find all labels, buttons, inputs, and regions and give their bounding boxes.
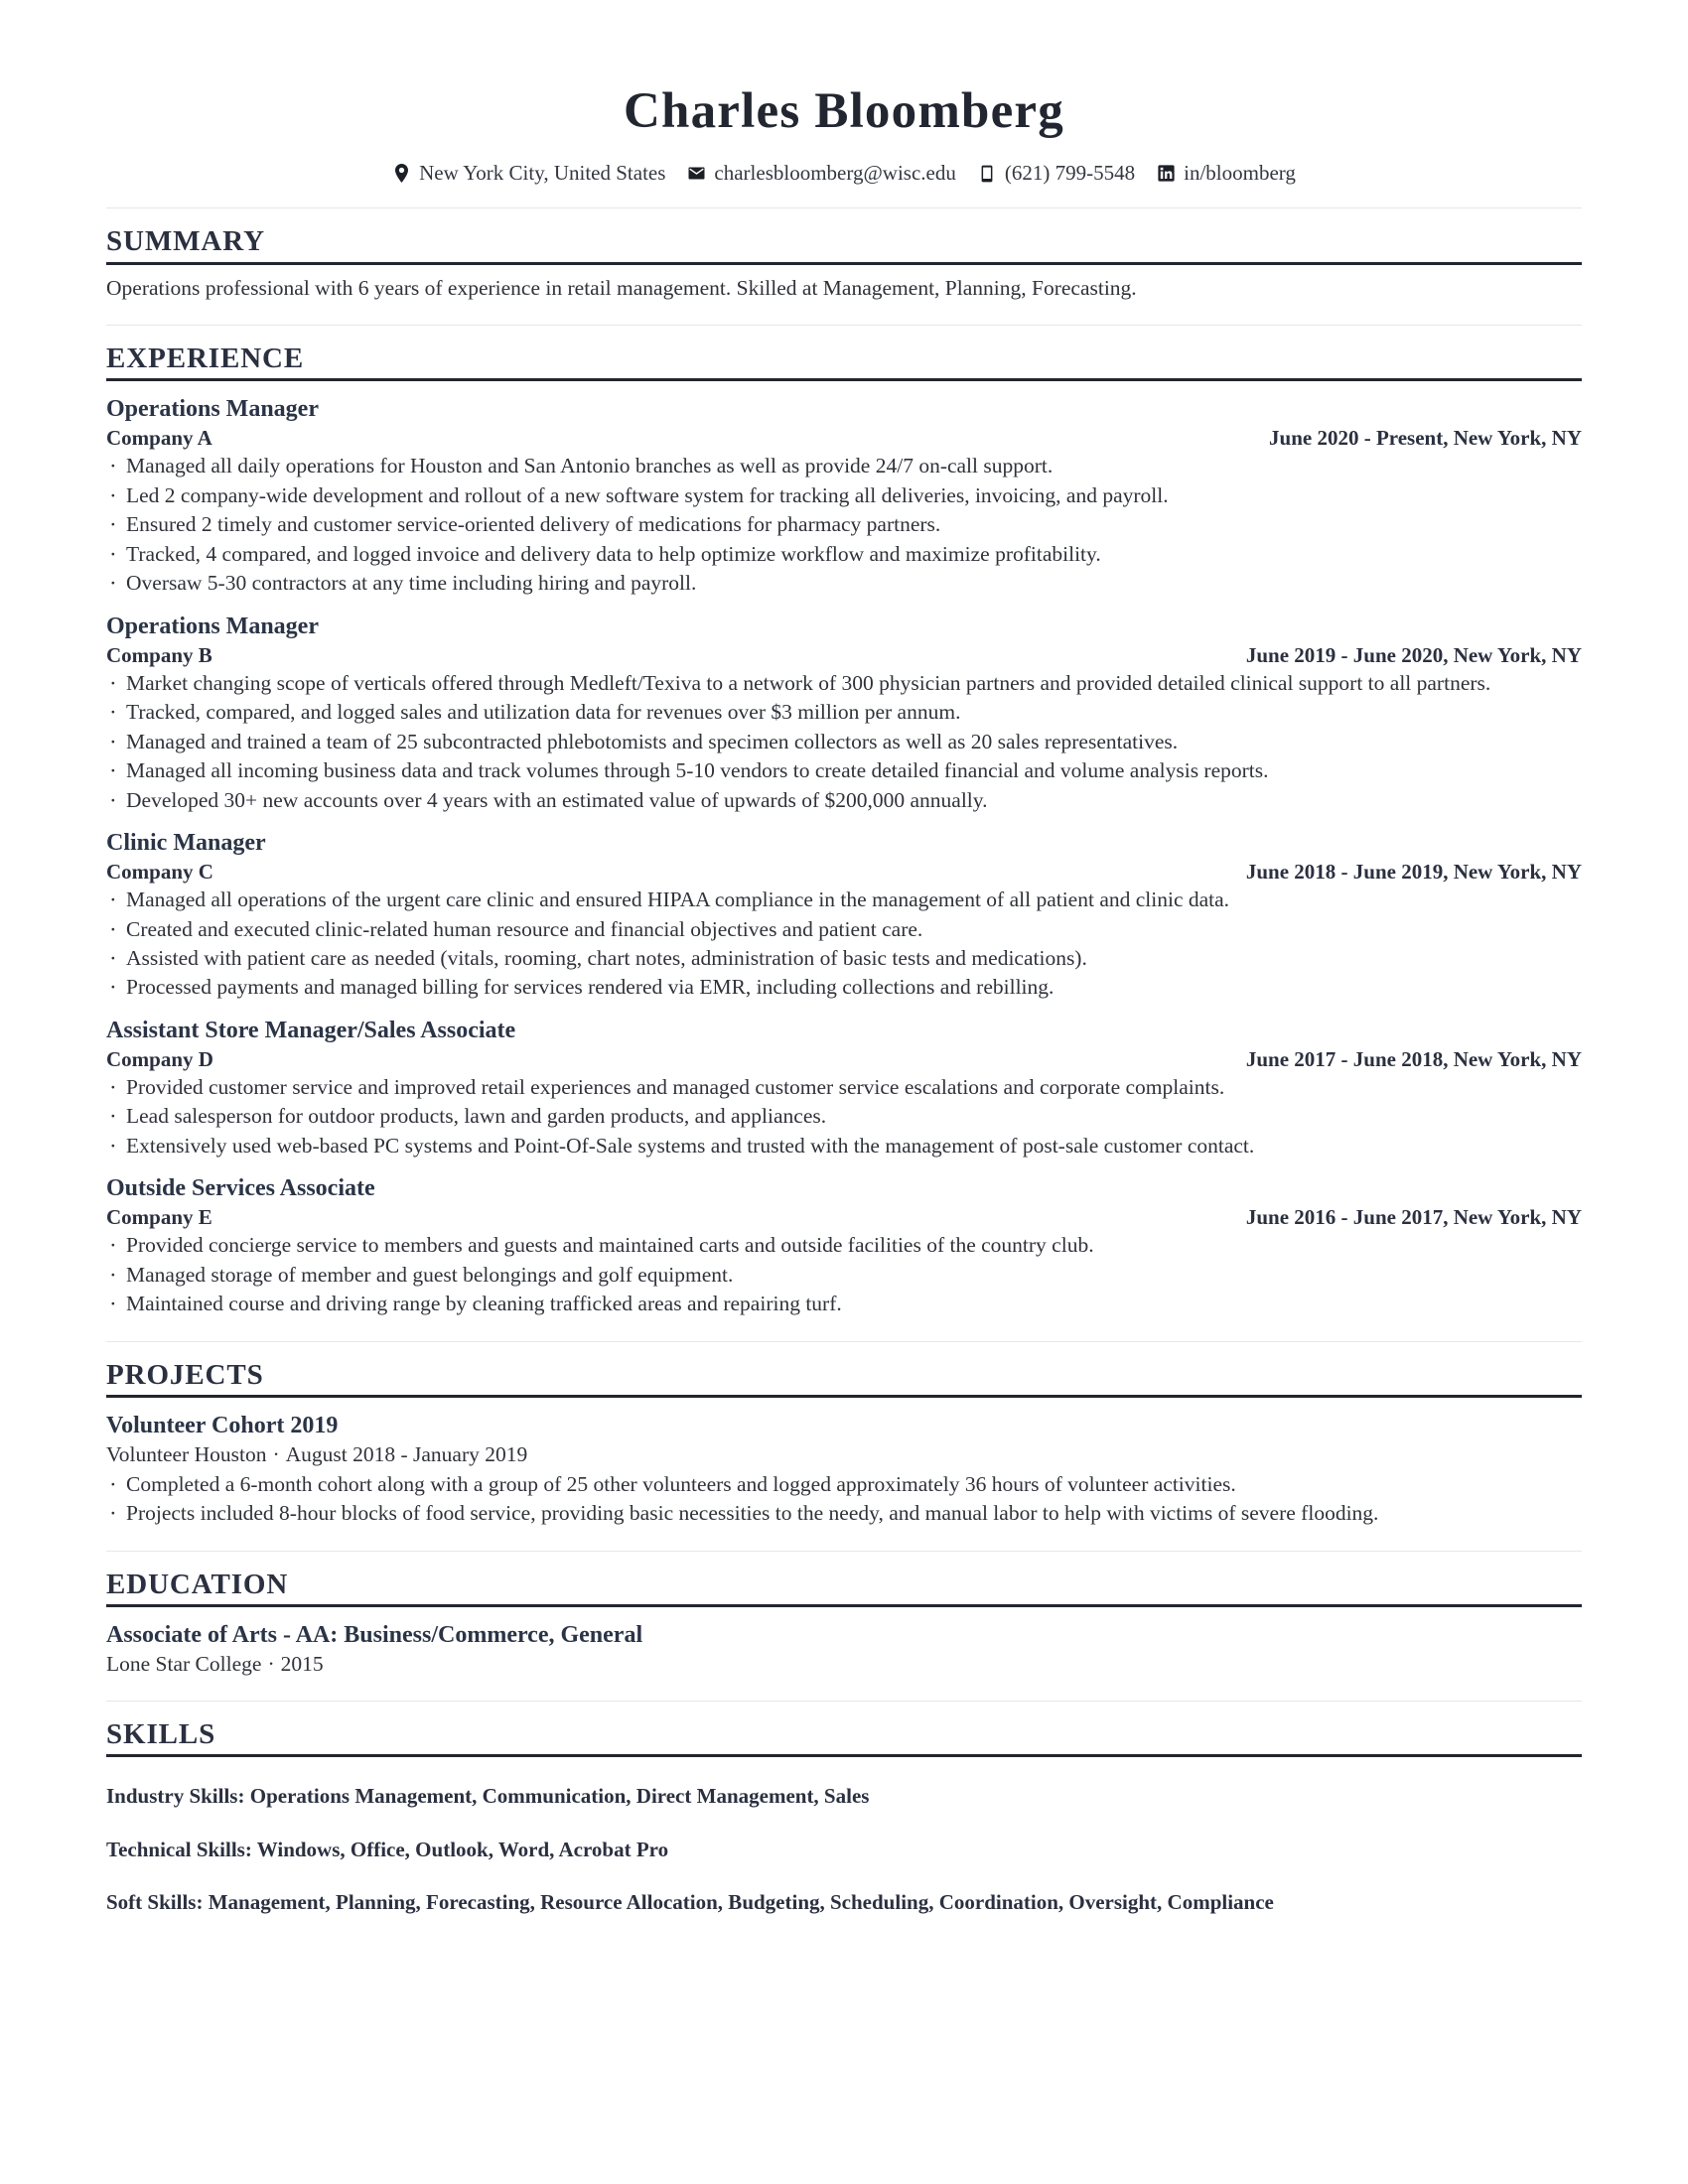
bullet-item: · Managed storage of member and guest belongings and golf equipment.: [106, 1261, 1582, 1290]
section-underline: [106, 1754, 1582, 1757]
experience-role: Assistant Store Manager/Sales Associate: [106, 1017, 516, 1043]
contact-email-text: charlesbloomberg@wisc.edu: [714, 161, 956, 186]
bullet-item: · Ensured 2 timely and customer service-oriented delivery of medications for pharmacy partners.: [106, 510, 1582, 539]
skill-label: Technical Skills:: [106, 1837, 252, 1861]
bullet-item: · Assisted with patient care as needed (vitals, rooming, chart notes, administration of basic tests and medications).: [106, 944, 1582, 973]
experience-bullets: [106, 1231, 1582, 1318]
bullet-item: · Extensively used web-based PC systems and Point-Of-Sale systems and trusted with the management of post-sale customer contact.: [106, 1132, 1582, 1160]
experience-company: Company C: [106, 859, 213, 884]
section-title-education: EDUCATION: [106, 1568, 289, 1600]
experience-bullets: [106, 452, 1582, 598]
contact-linkedin-text: in/bloomberg: [1184, 161, 1296, 186]
experience-period: June 2016 - June 2017, New York, NY: [1245, 1205, 1582, 1230]
bullet-item: · Tracked, compared, and logged sales and utilization data for revenues over $3 million per annum.: [106, 698, 1582, 727]
bullet-item: · Projects included 8-hour blocks of food service, providing basic necessities to the needy, and manual labor to help with victims of severe flooding.: [106, 1499, 1582, 1528]
contact-location-text: New York City, United States: [419, 161, 666, 186]
email-envelope-icon: [687, 164, 706, 183]
experience-entry: [106, 613, 1582, 815]
skill-values: Management, Planning, Forecasting, Resource Allocation, Budgeting, Scheduling, Coordination, Oversight, Compliance: [208, 1889, 1274, 1914]
section-title-experience: EXPERIENCE: [106, 341, 305, 374]
section-title-skills: SKILLS: [106, 1717, 216, 1750]
section-divider: [106, 207, 1582, 208]
bullet-item: · Managed all daily operations for Houston and San Antonio branches as well as provide 24/7 on-call support.: [106, 452, 1582, 480]
bullet-item: · Tracked, 4 compared, and logged invoice and delivery data to help optimize workflow and maximize profitability.: [106, 540, 1582, 569]
section-divider: [106, 1551, 1582, 1552]
bullet-item: · Managed all incoming business data and track volumes through 5-10 vendors to create detailed financial and volume analysis reports.: [106, 756, 1582, 785]
experience-entry: [106, 1017, 1582, 1160]
contact-phone: [978, 161, 1135, 186]
experience-bullets: [106, 669, 1582, 815]
contact-phone-text: (621) 799-5548: [1004, 161, 1136, 186]
section-skills: [106, 1701, 1582, 1916]
section-education: [106, 1551, 1582, 1679]
bullet-item: · Lead salesperson for outdoor products, lawn and garden products, and appliances.: [106, 1102, 1582, 1131]
contact-linkedin[interactable]: [1157, 161, 1296, 186]
bullet-item: · Provided concierge service to members and guests and maintained carts and outside facilities of the country club.: [106, 1231, 1582, 1260]
section-underline: [106, 378, 1582, 381]
experience-bullets: [106, 886, 1582, 1003]
experience-role: Operations Manager: [106, 613, 319, 639]
section-projects: [106, 1341, 1582, 1529]
bullet-item: · Provided customer service and improved retail experiences and managed customer service escalations and corporate complaints.: [106, 1073, 1582, 1102]
experience-role: Clinic Manager: [106, 830, 266, 857]
experience-company: Company A: [106, 426, 212, 451]
experience-meta: [106, 425, 1582, 451]
contact-email[interactable]: [687, 161, 955, 186]
bullet-item: · Led 2 company-wide development and rollout of a new software system for tracking all deliveries, invoicing, and payroll.: [106, 481, 1582, 510]
experience-meta: [106, 642, 1582, 668]
bullet-item: · Managed all operations of the urgent care clinic and ensured HIPAA compliance in the management of all patient and clinic data.: [106, 886, 1582, 914]
education-degree: Associate of Arts - AA: Business/Commerce, General: [106, 1622, 643, 1649]
bullet-item: · Processed payments and managed billing for services rendered via EMR, including collections and rebilling.: [106, 973, 1582, 1002]
project-bullets: [106, 1470, 1582, 1529]
section-underline: [106, 1604, 1582, 1607]
experience-period: June 2017 - June 2018, New York, NY: [1245, 1046, 1582, 1071]
bullet-item: · Created and executed clinic-related human resource and financial objectives and patient care.: [106, 915, 1582, 944]
summary-text: Operations professional with 6 years of experience in retail management. Skilled at Management, Planning, Forecasting.: [106, 275, 1137, 300]
experience-company: Company D: [106, 1046, 213, 1071]
experience-entry: [106, 829, 1582, 1003]
experience-role: Operations Manager: [106, 396, 319, 423]
skill-row-soft: [106, 1889, 1582, 1916]
bullet-item: · Completed a 6-month cohort along with a group of 25 other volunteers and logged approximately 36 hours of volunteer activities.: [106, 1470, 1582, 1499]
skill-row-industry: [106, 1783, 1582, 1810]
section-underline: [106, 262, 1582, 265]
skill-row-technical: [106, 1837, 1582, 1863]
experience-meta: [106, 1204, 1582, 1230]
education-meta: [106, 1651, 1582, 1679]
bullet-item: · Developed 30+ new accounts over 4 years with an estimated value of upwards of $200,000 annually.: [106, 786, 1582, 815]
project-period: August 2018 - January 2019: [285, 1441, 528, 1466]
bullet-item: · Market changing scope of verticals offered through Medleft/Texiva to a network of 300 physician partners and provided detailed clinical support to all partners.: [106, 669, 1582, 698]
education-school: Lone Star College: [106, 1652, 262, 1676]
location-pin-icon: [392, 164, 411, 183]
skill-values: Windows, Office, Outlook, Word, Acrobat Pro: [256, 1837, 669, 1861]
experience-role: Outside Services Associate: [106, 1175, 375, 1202]
bullet-item: · Oversaw 5-30 contractors at any time including hiring and payroll.: [106, 569, 1582, 598]
section-title-summary: SUMMARY: [106, 225, 265, 258]
project-entry: [106, 1412, 1582, 1529]
linkedin-icon: [1157, 164, 1176, 183]
section-divider: [106, 325, 1582, 326]
contact-location: [392, 161, 665, 186]
project-organization: Volunteer Houston: [106, 1441, 267, 1466]
education-year: 2015: [280, 1652, 324, 1676]
experience-period: June 2018 - June 2019, New York, NY: [1245, 859, 1582, 884]
phone-icon: [978, 164, 997, 183]
experience-meta: [106, 859, 1582, 885]
section-experience: [106, 325, 1582, 1319]
section-underline: [106, 1395, 1582, 1398]
section-summary: [106, 207, 1582, 303]
project-meta: [106, 1441, 1582, 1469]
section-title-projects: PROJECTS: [106, 1358, 264, 1391]
contact-info-line: [106, 161, 1582, 186]
section-divider: [106, 1701, 1582, 1702]
section-divider: [106, 1341, 1582, 1342]
resume-header: [106, 0, 1582, 186]
skill-values: Operations Management, Communication, Direct Management, Sales: [249, 1784, 870, 1809]
experience-period: June 2020 - Present, New York, NY: [1269, 426, 1582, 451]
experience-entry: [106, 395, 1582, 598]
experience-bullets: [106, 1073, 1582, 1160]
candidate-name: Charles Bloomberg: [624, 83, 1064, 139]
project-separator: ·: [272, 1441, 280, 1466]
experience-period: June 2019 - June 2020, New York, NY: [1245, 642, 1582, 667]
experience-meta: [106, 1046, 1582, 1072]
skill-label: Soft Skills:: [106, 1889, 204, 1914]
education-entry: [106, 1621, 1582, 1679]
bullet-item: · Maintained course and driving range by cleaning trafficked areas and repairing turf.: [106, 1290, 1582, 1318]
education-separator: ·: [267, 1652, 275, 1676]
project-name: Volunteer Cohort 2019: [106, 1413, 339, 1439]
experience-company: Company E: [106, 1205, 212, 1230]
skill-label: Industry Skills:: [106, 1784, 245, 1809]
experience-entry: [106, 1174, 1582, 1318]
bullet-item: · Managed and trained a team of 25 subcontracted phlebotomists and specimen collectors as well as 20 sales representatives.: [106, 728, 1582, 756]
experience-company: Company B: [106, 642, 212, 667]
